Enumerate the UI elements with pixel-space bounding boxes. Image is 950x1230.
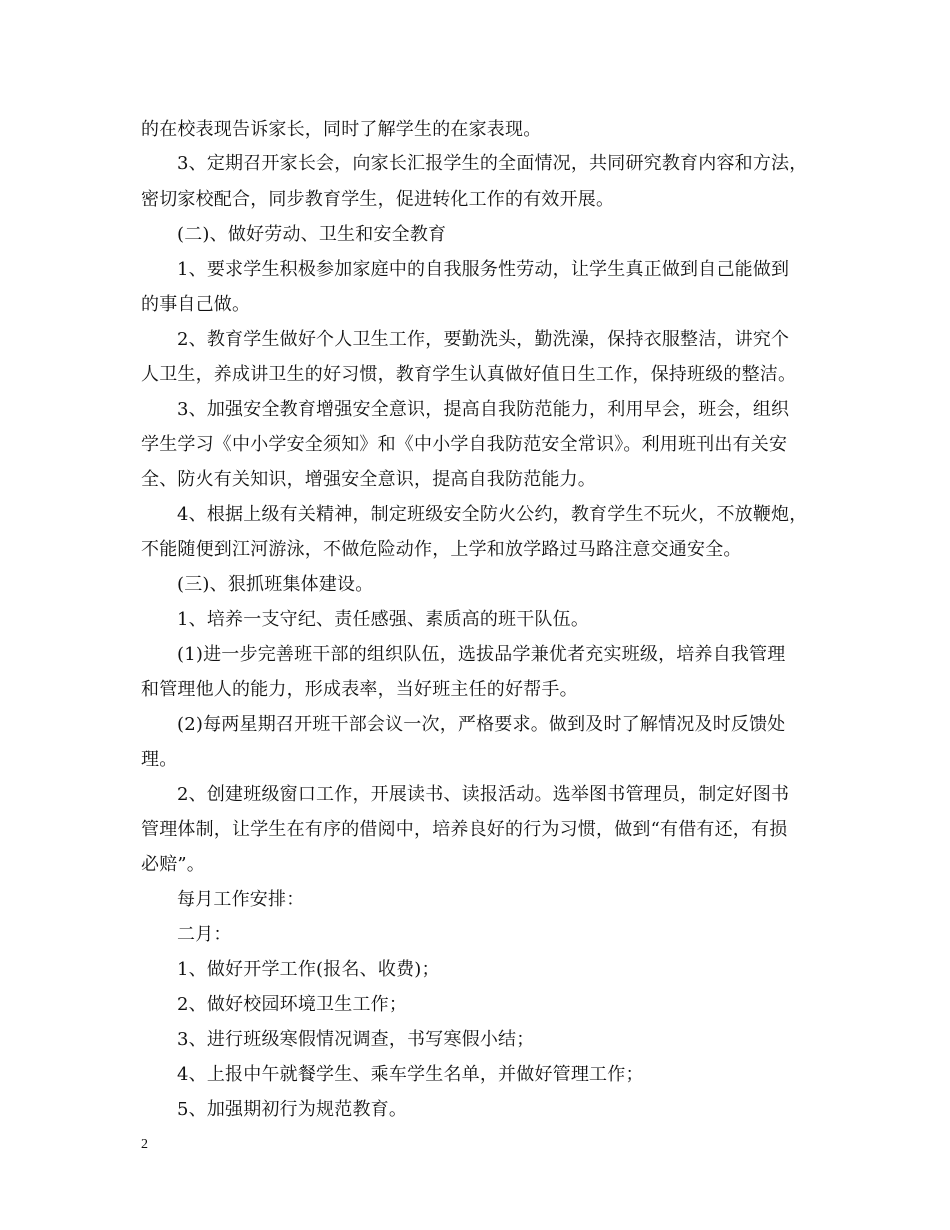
text-line: (1)进一步完善班干部的组织队伍，选拔品学兼优者充实班级，培养自我管理 — [177, 644, 786, 665]
text-line: 理。 — [141, 749, 178, 770]
text-line: 2、创建班级窗口工作，开展读书、读报活动。选举图书管理员，制定好图书 — [177, 784, 790, 805]
text-line: 和管理他人的能力，形成表率，当好班主任的好帮手。 — [141, 679, 578, 700]
list-item: 5、加强期初行为规范教育。 — [177, 1099, 408, 1120]
text-line: 必赔”。 — [141, 854, 206, 875]
section-heading: (二)、做好劳动、卫生和安全教育 — [177, 224, 447, 245]
list-item: 4、上报中午就餐学生、乘车学生名单，并做好管理工作； — [177, 1064, 644, 1085]
text-line: 人卫生，养成讲卫生的好习惯，教育学生认真做好值日生工作，保持班级的整洁。 — [141, 364, 797, 385]
text-line: 管理体制，让学生在有序的借阅中，培养良好的行为习惯，做到“有借有还，有损 — [141, 819, 788, 840]
text-line: 每月工作安排： — [177, 889, 305, 910]
text-line: 不能随便到江河游泳，不做危险动作，上学和放学路过马路注意交通安全。 — [141, 539, 742, 560]
text-line: 4、根据上级有关精神，制定班级安全防火公约，教育学生不玩火，不放鞭炮， — [177, 504, 808, 525]
list-item: 2、做好校园环境卫生工作； — [177, 994, 408, 1015]
text-line: 的在校表现告诉家长，同时了解学生的在家表现。 — [141, 119, 542, 140]
text-line: 3、加强安全教育增强安全意识，提高自我防范能力，利用早会，班会，组织 — [177, 399, 790, 420]
text-line: 二月： — [177, 924, 232, 945]
text-line: 全、防火有关知识，增强安全意识，提高自我防范能力。 — [141, 469, 596, 490]
text-line: 3、定期召开家长会，向家长汇报学生的全面情况，共同研究教育内容和方法， — [177, 153, 808, 174]
list-item: 1、做好开学工作(报名、收费)； — [177, 959, 440, 980]
text-line: 学生学习《中小学安全须知》和《中小学自我防范安全常识》。利用班刊出有关安 — [141, 434, 788, 455]
text-line: 1、要求学生积极参加家庭中的自我服务性劳动，让学生真正做到自己能做到 — [177, 259, 790, 280]
page-number: 2 — [141, 1137, 148, 1152]
list-item: 3、进行班级寒假情况调查，书写寒假小结； — [177, 1029, 535, 1050]
text-line: 1、培养一支守纪、责任感强、素质高的班干队伍。 — [177, 609, 590, 630]
text-line: (2)每两星期召开班干部会议一次，严格要求。做到及时了解情况及时反馈处 — [177, 714, 786, 735]
section-heading: (三)、狠抓班集体建设。 — [177, 574, 374, 595]
text-line: 的事自己做。 — [141, 294, 251, 315]
text-line: 2、教育学生做好个人卫生工作，要勤洗头，勤洗澡，保持衣服整洁，讲究个 — [177, 329, 790, 350]
text-line: 密切家校配合，同步教育学生，促进转化工作的有效开展。 — [141, 189, 615, 210]
